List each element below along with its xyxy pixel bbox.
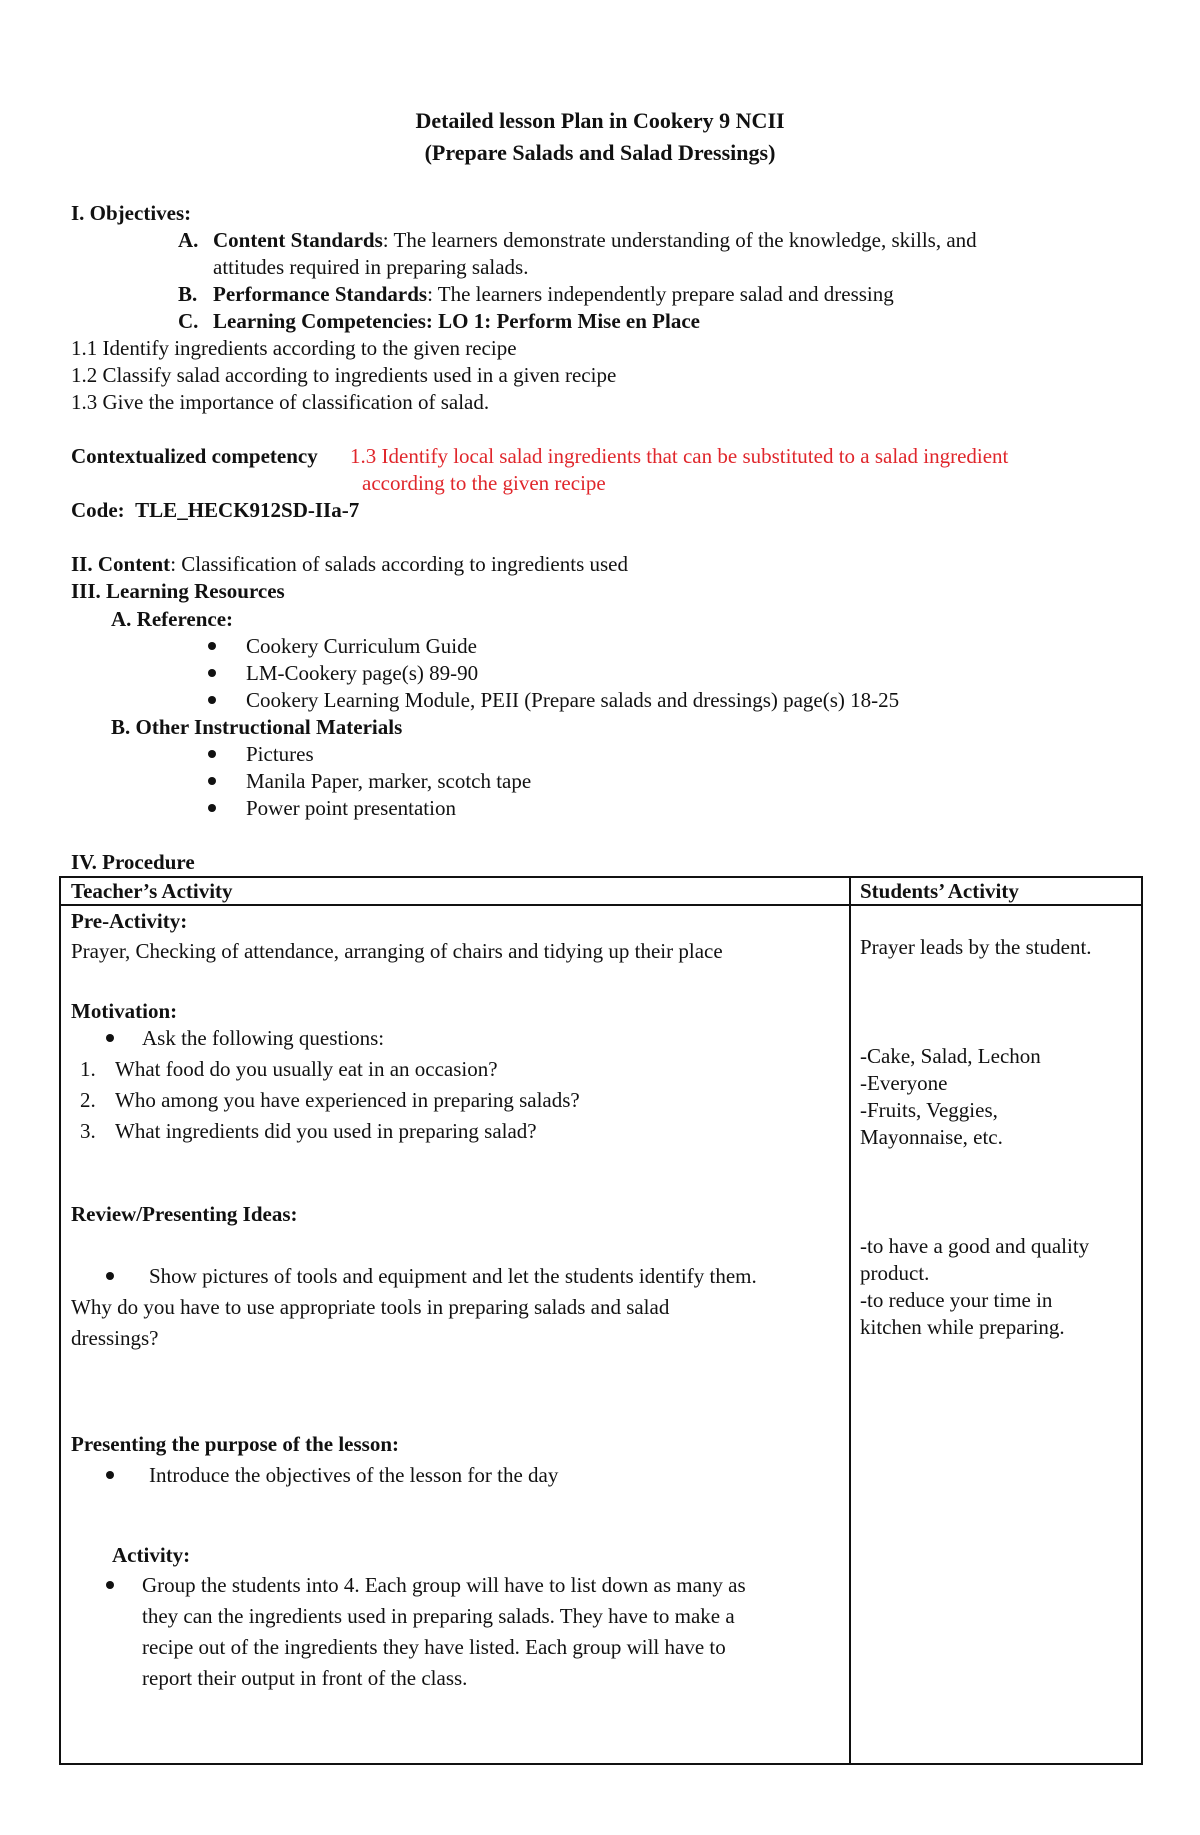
pre-activity-heading: Pre-Activity:	[71, 909, 188, 933]
review-student-response: kitchen while preparing.	[860, 1315, 1065, 1339]
contextualized-text-cont: according to the given recipe	[362, 471, 606, 495]
students-activity-header-cell	[850, 877, 1142, 905]
purpose-heading: Presenting the purpose of the lesson:	[71, 1432, 400, 1456]
students-activity-cell	[850, 905, 1142, 1764]
motivation-student-response: Mayonnaise, etc.	[860, 1125, 1003, 1149]
other-materials-heading: B. Other Instructional Materials	[111, 715, 403, 739]
title-line-2: (Prepare Salads and Salad Dressings)	[424, 140, 776, 165]
procedure-table	[59, 876, 1143, 1765]
resources-heading: III. Learning Resources	[71, 579, 285, 603]
question-text: What food do you usually eat in an occasion?	[115, 1057, 498, 1081]
bullet-icon	[208, 696, 216, 704]
teacher-activity-cell	[60, 905, 850, 1764]
reference-item: Cookery Learning Module, PEII (Prepare salads and dressings) page(s) 18-25	[246, 688, 900, 712]
content-label: II. Content	[71, 552, 171, 576]
learning-competencies-label: Learning Competencies	[213, 309, 426, 333]
question-number: 2.	[80, 1088, 96, 1112]
motivation-student-response: -Everyone	[860, 1071, 948, 1095]
bullet-icon	[208, 750, 216, 758]
review-student-response: -to have a good and quality	[860, 1234, 1090, 1258]
motivation-student-response: -Cake, Salad, Lechon	[860, 1044, 1041, 1068]
content-standards-text-cont: attitudes required in preparing salads.	[213, 255, 529, 279]
review-heading: Review/Presenting Ideas:	[71, 1202, 298, 1226]
review-question: Why do you have to use appropriate tools in preparing salads and salad	[71, 1295, 670, 1319]
objectives-heading: I. Objectives:	[71, 201, 192, 225]
motivation-bullet: Ask the following questions:	[142, 1026, 385, 1050]
competency-item: 1.1 Identify ingredients according to the given recipe	[71, 336, 517, 360]
reference-item: LM-Cookery page(s) 89-90	[246, 661, 479, 685]
activity-line: they can the ingredients used in preparing salads. They have to make a	[142, 1604, 735, 1628]
objective-performance-standards	[213, 281, 894, 308]
activity-line: recipe out of the ingredients they have listed. Each group will have to	[142, 1635, 726, 1659]
code-value: TLE_HECK912SD-IIa-7	[135, 498, 360, 522]
review-student-response: product.	[860, 1261, 930, 1285]
code-label: Code:	[71, 498, 125, 522]
procedure-header-row	[60, 877, 1142, 905]
teacher-activity-header-cell	[60, 877, 850, 905]
content-standards-label: Content Standards	[213, 228, 383, 252]
reference-heading: A. Reference:	[111, 607, 234, 631]
activity-line: report their output in front of the class.	[142, 1666, 468, 1690]
pre-activity-text: Prayer, Checking of attendance, arranging of chairs and tidying up their place	[71, 939, 723, 963]
code-line	[71, 497, 359, 524]
teacher-activity-header: Teacher’s Activity	[71, 879, 233, 903]
review-student-response: -to reduce your time in	[860, 1288, 1053, 1312]
activity-line: Group the students into 4. Each group will have to list down as many as	[142, 1573, 746, 1597]
material-item: Pictures	[246, 742, 314, 766]
motivation-heading: Motivation:	[71, 999, 178, 1023]
procedure-heading: IV. Procedure	[71, 850, 195, 874]
review-question-cont: dressings?	[71, 1326, 159, 1350]
contextualized-text: 1.3 Identify local salad ingredients that can be substituted to a salad ingredient	[350, 444, 1009, 468]
objective-b-letter: B.	[178, 282, 198, 306]
pre-activity-student-response: Prayer leads by the student.	[860, 935, 1092, 959]
bullet-icon	[106, 1272, 114, 1280]
performance-standards-text: : The learners independently prepare salad and dressing	[427, 282, 894, 306]
bullet-icon	[106, 1471, 114, 1479]
title-line-1: Detailed lesson Plan in Cookery 9 NCII	[415, 108, 785, 133]
motivation-student-response: -Fruits, Veggies,	[860, 1098, 998, 1122]
activity-heading: Activity:	[112, 1543, 191, 1567]
bullet-icon	[106, 1034, 114, 1042]
reference-item: Cookery Curriculum Guide	[246, 634, 477, 658]
procedure-body-row	[60, 905, 1142, 1764]
competency-item: 1.2 Classify salad according to ingredients used in a given recipe	[71, 363, 617, 387]
bullet-icon	[208, 777, 216, 785]
contextualized-label: Contextualized competency	[71, 444, 318, 468]
students-activity-header: Students’ Activity	[860, 879, 1019, 903]
performance-standards-label: Performance Standards	[213, 282, 428, 306]
material-item: Power point presentation	[246, 796, 456, 820]
bullet-icon	[208, 804, 216, 812]
objective-c-letter: C.	[178, 309, 199, 333]
competency-item: 1.3 Give the importance of classification of salad.	[71, 390, 490, 414]
question-number: 3.	[80, 1119, 96, 1143]
question-number: 1.	[80, 1057, 96, 1081]
content-text: : Classification of salads according to ingredients used	[170, 552, 628, 576]
objective-learning-competencies	[213, 308, 700, 335]
objective-a-letter: A.	[178, 228, 199, 252]
bullet-icon	[208, 669, 216, 677]
purpose-bullet: Introduce the objectives of the lesson for the day	[149, 1463, 559, 1487]
content-line	[71, 551, 628, 578]
question-text: What ingredients did you used in preparing salad?	[115, 1119, 537, 1143]
objective-content-standards	[213, 227, 977, 254]
learning-competencies-text: : LO 1: Perform Mise en Place	[425, 309, 700, 333]
content-standards-text: : The learners demonstrate understanding of the knowledge, skills, and	[382, 228, 977, 252]
review-bullet: Show pictures of tools and equipment and let the students identify them.	[149, 1264, 757, 1288]
bullet-icon	[208, 642, 216, 650]
bullet-icon	[106, 1581, 114, 1589]
question-text: Who among you have experienced in preparing salads?	[115, 1088, 580, 1112]
material-item: Manila Paper, marker, scotch tape	[246, 769, 532, 793]
